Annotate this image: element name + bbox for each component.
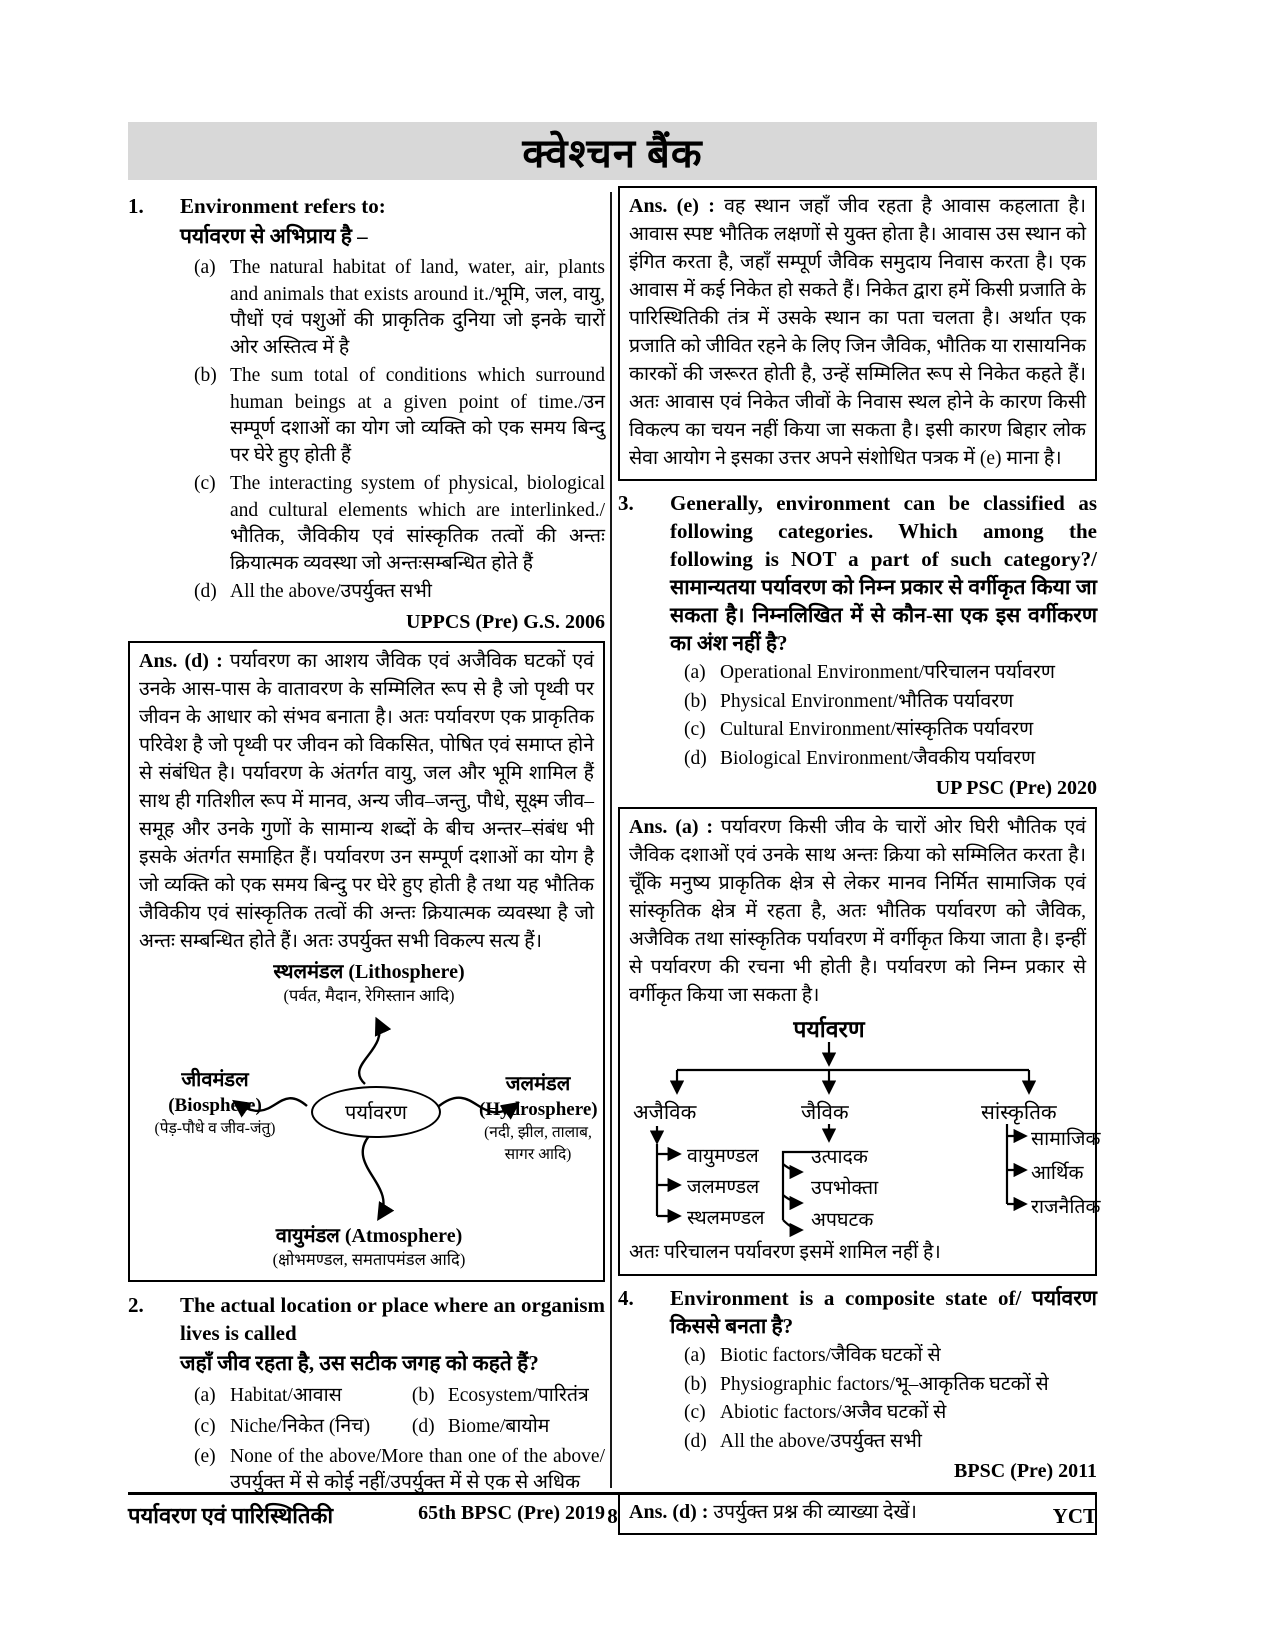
- hydrosphere-examples-1: (नदी, झील, तालाब,: [484, 1123, 592, 1141]
- question-1-option-a: [194, 255, 605, 361]
- option-label: (d): [684, 747, 707, 769]
- option-text: Abiotic factors/अजैव घटकों से: [720, 1402, 947, 1423]
- question-1-source: UPPCS (Pre) G.S. 2006: [405, 610, 605, 633]
- left-column: [128, 192, 605, 1527]
- question-2-option-c: [194, 1411, 412, 1442]
- option-label: (c): [194, 473, 216, 494]
- answer-4-text: उपर्युक्त प्रश्न की व्याख्या देखें।: [713, 1502, 917, 1523]
- answer-e-paragraph: [629, 192, 1086, 473]
- branch-abiotic: अजैविक: [633, 1102, 697, 1124]
- option-text: All the above/उपर्युक्त सभी: [230, 581, 432, 602]
- question-2-title-en: The actual location or place where an organism lives is called: [180, 1292, 605, 1345]
- option-label: (c): [684, 1402, 706, 1423]
- question-3-title: Generally, environment can be classified as following categories. Which among the following is NOT a part of such category?/सामान्यतया पर्यावरण को निम्न प्रकार से वर्गीकृत किया जा सकता है। निम्नलिखित में से कौन-सा एक इस वर्गीकरण का अंश नहीं है?: [670, 491, 1097, 655]
- environment-classification-tree: [629, 1012, 1101, 1238]
- option-text: The interacting system of physical, biological and cultural elements which are interlinked./भौतिक, जैविकीय एवं सांस्कृतिक तत्वों की अन्तः क्रियात्मक व्यवस्था जो अन्तःसम्बन्धित होते हैं: [230, 473, 605, 574]
- biosphere-examples: (पेड़-पौधे व जीव-जंतु): [154, 1119, 276, 1137]
- option-label: (b): [194, 365, 217, 386]
- question-3: [618, 489, 1097, 802]
- footer-book-title: पर्यावरण एवं पारिस्थितिकी: [128, 1503, 334, 1528]
- leaf-political: राजनैतिक: [1031, 1197, 1101, 1218]
- question-3-number: 3.: [618, 491, 634, 515]
- option-text: Habitat/आवास: [230, 1384, 342, 1406]
- environment-oval-label: पर्यावरण: [345, 1102, 407, 1124]
- option-label: (d): [411, 1415, 435, 1437]
- footer: [128, 1500, 1097, 1530]
- arrow-to-lithosphere: [359, 1020, 379, 1084]
- answer-3-box: [618, 807, 1101, 1276]
- leaf-economic: आर्थिक: [1031, 1163, 1084, 1184]
- question-3-option-b: [684, 689, 1097, 716]
- environment-spheres-diagram: [139, 960, 597, 1274]
- question-1-title-hi: पर्यावरण से अभिप्राय है –: [180, 224, 368, 248]
- question-2-title-hi: जहाँ जीव रहता है, उस सटीक जगह को कहते हैं?: [180, 1350, 539, 1375]
- option-text: The natural habitat of land, water, air, plants and animals that exists around it./भूमि, जल, वायु, पौधों एवं पशुओं की प्राकृतिक दुनिया जो इनके चारों ओर अस्तित्व में है: [230, 257, 605, 358]
- branch-cultural: सांस्कृतिक: [981, 1102, 1057, 1124]
- question-2-option-a: [194, 1380, 412, 1411]
- atmosphere-label: [199, 1224, 539, 1271]
- biotic-leaf-arrow-2: [783, 1195, 801, 1203]
- question-4-number: 4.: [618, 1286, 634, 1310]
- lithosphere-title: स्थलमंडल (Lithosphere): [273, 960, 465, 983]
- question-4-title: Environment is a composite state of/ पर्यावरण किससे बनता है?: [670, 1286, 1097, 1338]
- leaf-social: सामाजिक: [1031, 1129, 1101, 1150]
- footer-rule: [128, 1492, 1097, 1495]
- environment-oval: [311, 1086, 441, 1138]
- option-label: (b): [411, 1384, 435, 1406]
- atmosphere-examples: (क्षोभमण्डल, समतापमंडल आदि): [272, 1249, 466, 1269]
- lithosphere-examples: (पर्वत, मैदान, रेगिस्तान आदि): [283, 985, 455, 1005]
- question-1-title-en: Environment refers to:: [180, 194, 386, 218]
- question-1-option-d: [194, 579, 605, 606]
- option-text: Ecosystem/पारितंत्र: [447, 1384, 589, 1406]
- question-4: [618, 1284, 1097, 1485]
- option-text: Operational Environment/परिचालन पर्यावरण: [720, 662, 1055, 683]
- leaf-decomposer: अपघटक: [811, 1210, 874, 1231]
- option-text: None of the above/More than one of the above/उपर्युक्त में से कोई नहीं/उपर्युक्त में से एक से अधिक: [230, 1445, 605, 1493]
- option-label: (a): [194, 1384, 216, 1406]
- question-2-option-e: [194, 1444, 605, 1497]
- hydrosphere-examples-2: सागर आदि): [504, 1145, 572, 1163]
- lithosphere-label: [199, 960, 539, 1007]
- question-4-option-d: [684, 1429, 1097, 1456]
- hydrosphere-title-hi: जलमंडल: [505, 1072, 571, 1095]
- question-3-option-d: [684, 746, 1097, 773]
- option-text: Niche/निकेत (निच): [230, 1415, 371, 1437]
- option-label: (a): [684, 662, 706, 683]
- biotic-leaf-arrow-3: [783, 1220, 801, 1230]
- option-label: (c): [194, 1415, 216, 1437]
- hydrosphere-label: [479, 1072, 597, 1166]
- footer-publisher: YCT: [1052, 1504, 1097, 1528]
- question-2-source: 65th BPSC (Pre) 2019: [418, 1501, 605, 1524]
- option-label: (e): [194, 1445, 216, 1467]
- leaf-hydrosphere-hi: जलमण्डल: [687, 1177, 760, 1198]
- page-header-band: [128, 122, 1097, 180]
- biotic-leaf-arrow-1: [783, 1164, 801, 1172]
- answer-3-paragraph: [629, 813, 1086, 1010]
- footer-page-number: 8: [607, 1504, 618, 1528]
- biosphere-title-hi: जीवमंडल: [181, 1068, 249, 1091]
- tree-root: पर्यावरण: [793, 1017, 865, 1042]
- question-1: [128, 192, 605, 636]
- question-3-source: UP PSC (Pre) 2020: [935, 777, 1097, 799]
- option-label: (b): [684, 690, 707, 712]
- question-4-source: BPSC (Pre) 2011: [954, 1460, 1097, 1482]
- question-4-option-c: [684, 1400, 1097, 1427]
- question-2-number: 2.: [128, 1292, 144, 1317]
- answer-3-footnote: अतः परिचालन पर्यावरण इसमें शामिल नहीं है।: [629, 1242, 941, 1263]
- option-text: The sum total of conditions which surround human beings at a given point of time./उन सम्पूर्ण दशाओं का योग जो व्यक्ति को एक समय बिन्दु पर घेरे हुए होती हैं: [230, 365, 605, 466]
- question-4-option-b: [684, 1372, 1097, 1399]
- answer-4-label: Ans. (d) :: [629, 1501, 709, 1523]
- leaf-consumer: उपभोक्ता: [811, 1178, 879, 1199]
- answer-1-label: Ans. (d) :: [139, 649, 223, 672]
- biosphere-title-en: (Biosphere): [168, 1094, 262, 1116]
- answer-e-label: Ans. (e) :: [629, 195, 715, 217]
- option-label: (a): [194, 257, 216, 278]
- answer-1-box: [128, 641, 605, 1282]
- leaf-atmosphere-hi: वायुमण्डल: [687, 1146, 759, 1167]
- biosphere-label: [139, 1068, 291, 1140]
- right-column: [618, 186, 1101, 1535]
- answer-1-paragraph: [139, 647, 594, 956]
- option-text: Biome/बायोम: [447, 1415, 550, 1437]
- leaf-producer: उत्पादक: [811, 1147, 868, 1168]
- question-2-option-d: [412, 1411, 605, 1442]
- option-label: (a): [684, 1345, 706, 1366]
- branch-biotic: जैविक: [801, 1102, 849, 1124]
- question-1-number: 1.: [128, 194, 144, 218]
- question-2-option-b: [412, 1380, 605, 1411]
- answer-e-text: वह स्थान जहाँ जीव रहता है आवास कहलाता है। आवास स्पष्ट भौतिक लक्षणों से युक्त होता है। आवास उस स्थान को इंगित करता है, जहाँ सम्पूर्ण जैविक समुदाय निवास करता है। एक आवास में कई निकेत हो सकते हैं। निकेत द्वारा हमें किसी प्रजाति के पारिस्थितिकी तंत्र में उसके स्थान का पता चलता है। अर्थात एक प्रजाति को जीवित रहने के लिए जिन जैविक, भौतिक या रासायनिक कारकों की जरूरत होती है, उन्हें सम्मिलित रूप से निकेत कहते हैं। अतः आवास एवं निकेत जीवों के निवास स्थल होने के कारण किसी विकल्प का चयन नहीं किया जा सकता है। इसी कारण बिहार लोक सेवा आयोग ने इसका उत्तर अपने संशोधित पत्रक में (e) माना है।: [629, 196, 1086, 469]
- question-1-option-c: [194, 471, 605, 577]
- option-label: (d): [684, 1430, 707, 1452]
- leaf-lithosphere-hi: स्थलमण्डल: [687, 1208, 765, 1229]
- option-label: (c): [684, 719, 706, 740]
- atmosphere-title: वायुमंडल (Atmosphere): [275, 1224, 463, 1247]
- question-3-option-c: [684, 717, 1097, 744]
- question-1-option-b: [194, 363, 605, 469]
- question-4-option-a: [684, 1343, 1097, 1370]
- option-text: Cultural Environment/सांस्कृतिक पर्यावरण: [720, 719, 1034, 740]
- question-3-option-a: [684, 660, 1097, 687]
- arrow-to-atmosphere: [363, 1136, 384, 1218]
- option-label: (b): [684, 1373, 707, 1395]
- option-text: Physical Environment/भौतिक पर्यावरण: [720, 690, 1014, 712]
- option-text: Biotic factors/जैविक घटकों से: [720, 1345, 941, 1366]
- option-text: All the above/उपर्युक्त सभी: [720, 1430, 922, 1452]
- option-text: Biological Environment/जैवकीय पर्यावरण: [720, 747, 1036, 769]
- column-divider: [610, 192, 612, 1488]
- answer-3-text: पर्यावरण किसी जीव के चारों ओर घिरी भौतिक एवं जैविक दशाओं एवं उनके साथ अन्तः क्रिया को सम्मिलित करता है। चूँकि मनुष्य प्राकृतिक क्षेत्र से लेकर मानव निर्मित सामाजिक एवं सांस्कृतिक क्षेत्र में रहता है, अतः भौतिक पर्यावरण को जैविक, अजैविक तथा सांस्कृतिक पर्यावरण में वर्गीकृत किया जाता है। इन्हीं से पर्यावरण की रचना भी होती है। पर्यावरण को निम्न प्रकार से वर्गीकृत किया जा सकता है।: [629, 817, 1086, 1006]
- option-label: (d): [194, 581, 217, 602]
- answer-3-label: Ans. (a) :: [629, 816, 714, 838]
- answer-e-box: [618, 186, 1097, 481]
- page-title: क्वेश्चन बैंक: [522, 130, 703, 176]
- answer-1-text: पर्यावरण का आशय जैविक एवं अजैविक घटकों एवं उनके आस-पास के वातावरण के सम्मिलित रूप से है जो पृथ्वी पर जीवन के आधार को संभव बनाता है। अतः पर्यावरण एक प्राकृतिक परिवेश है जो पृथ्वी पर जीवन को विकसित, पोषित एवं समाप्त होने से संबंधित है। पर्यावरण के अंतर्गत वायु, जल और भूमि शामिल हैं साथ ही गतिशील रूप में मानव, अन्य जीव–जन्तु, पौधे, सूक्ष्म जीव–समूह और उनके गुणों के सामान्य शब्दों के बीच अन्तर–संबंध भी इसके अंतर्गत समाहित हैं। पर्यावरण उन सम्पूर्ण दशाओं का योग है जो व्यक्ति को एक समय बिन्दु पर घेरे हुए होती है तथा यह भौतिक जैविकीय एवं सांस्कृतिक तत्वों की अन्तः क्रियात्मक व्यवस्था है जो अन्तः सम्बन्धित होते हैं। अतः उपर्युक्त सभी विकल्प सत्य हैं।: [139, 650, 595, 952]
- hydrosphere-title-en: (Hydrosphere): [479, 1098, 598, 1120]
- option-text: Physiographic factors/भू–आकृतिक घटकों से: [720, 1373, 1049, 1395]
